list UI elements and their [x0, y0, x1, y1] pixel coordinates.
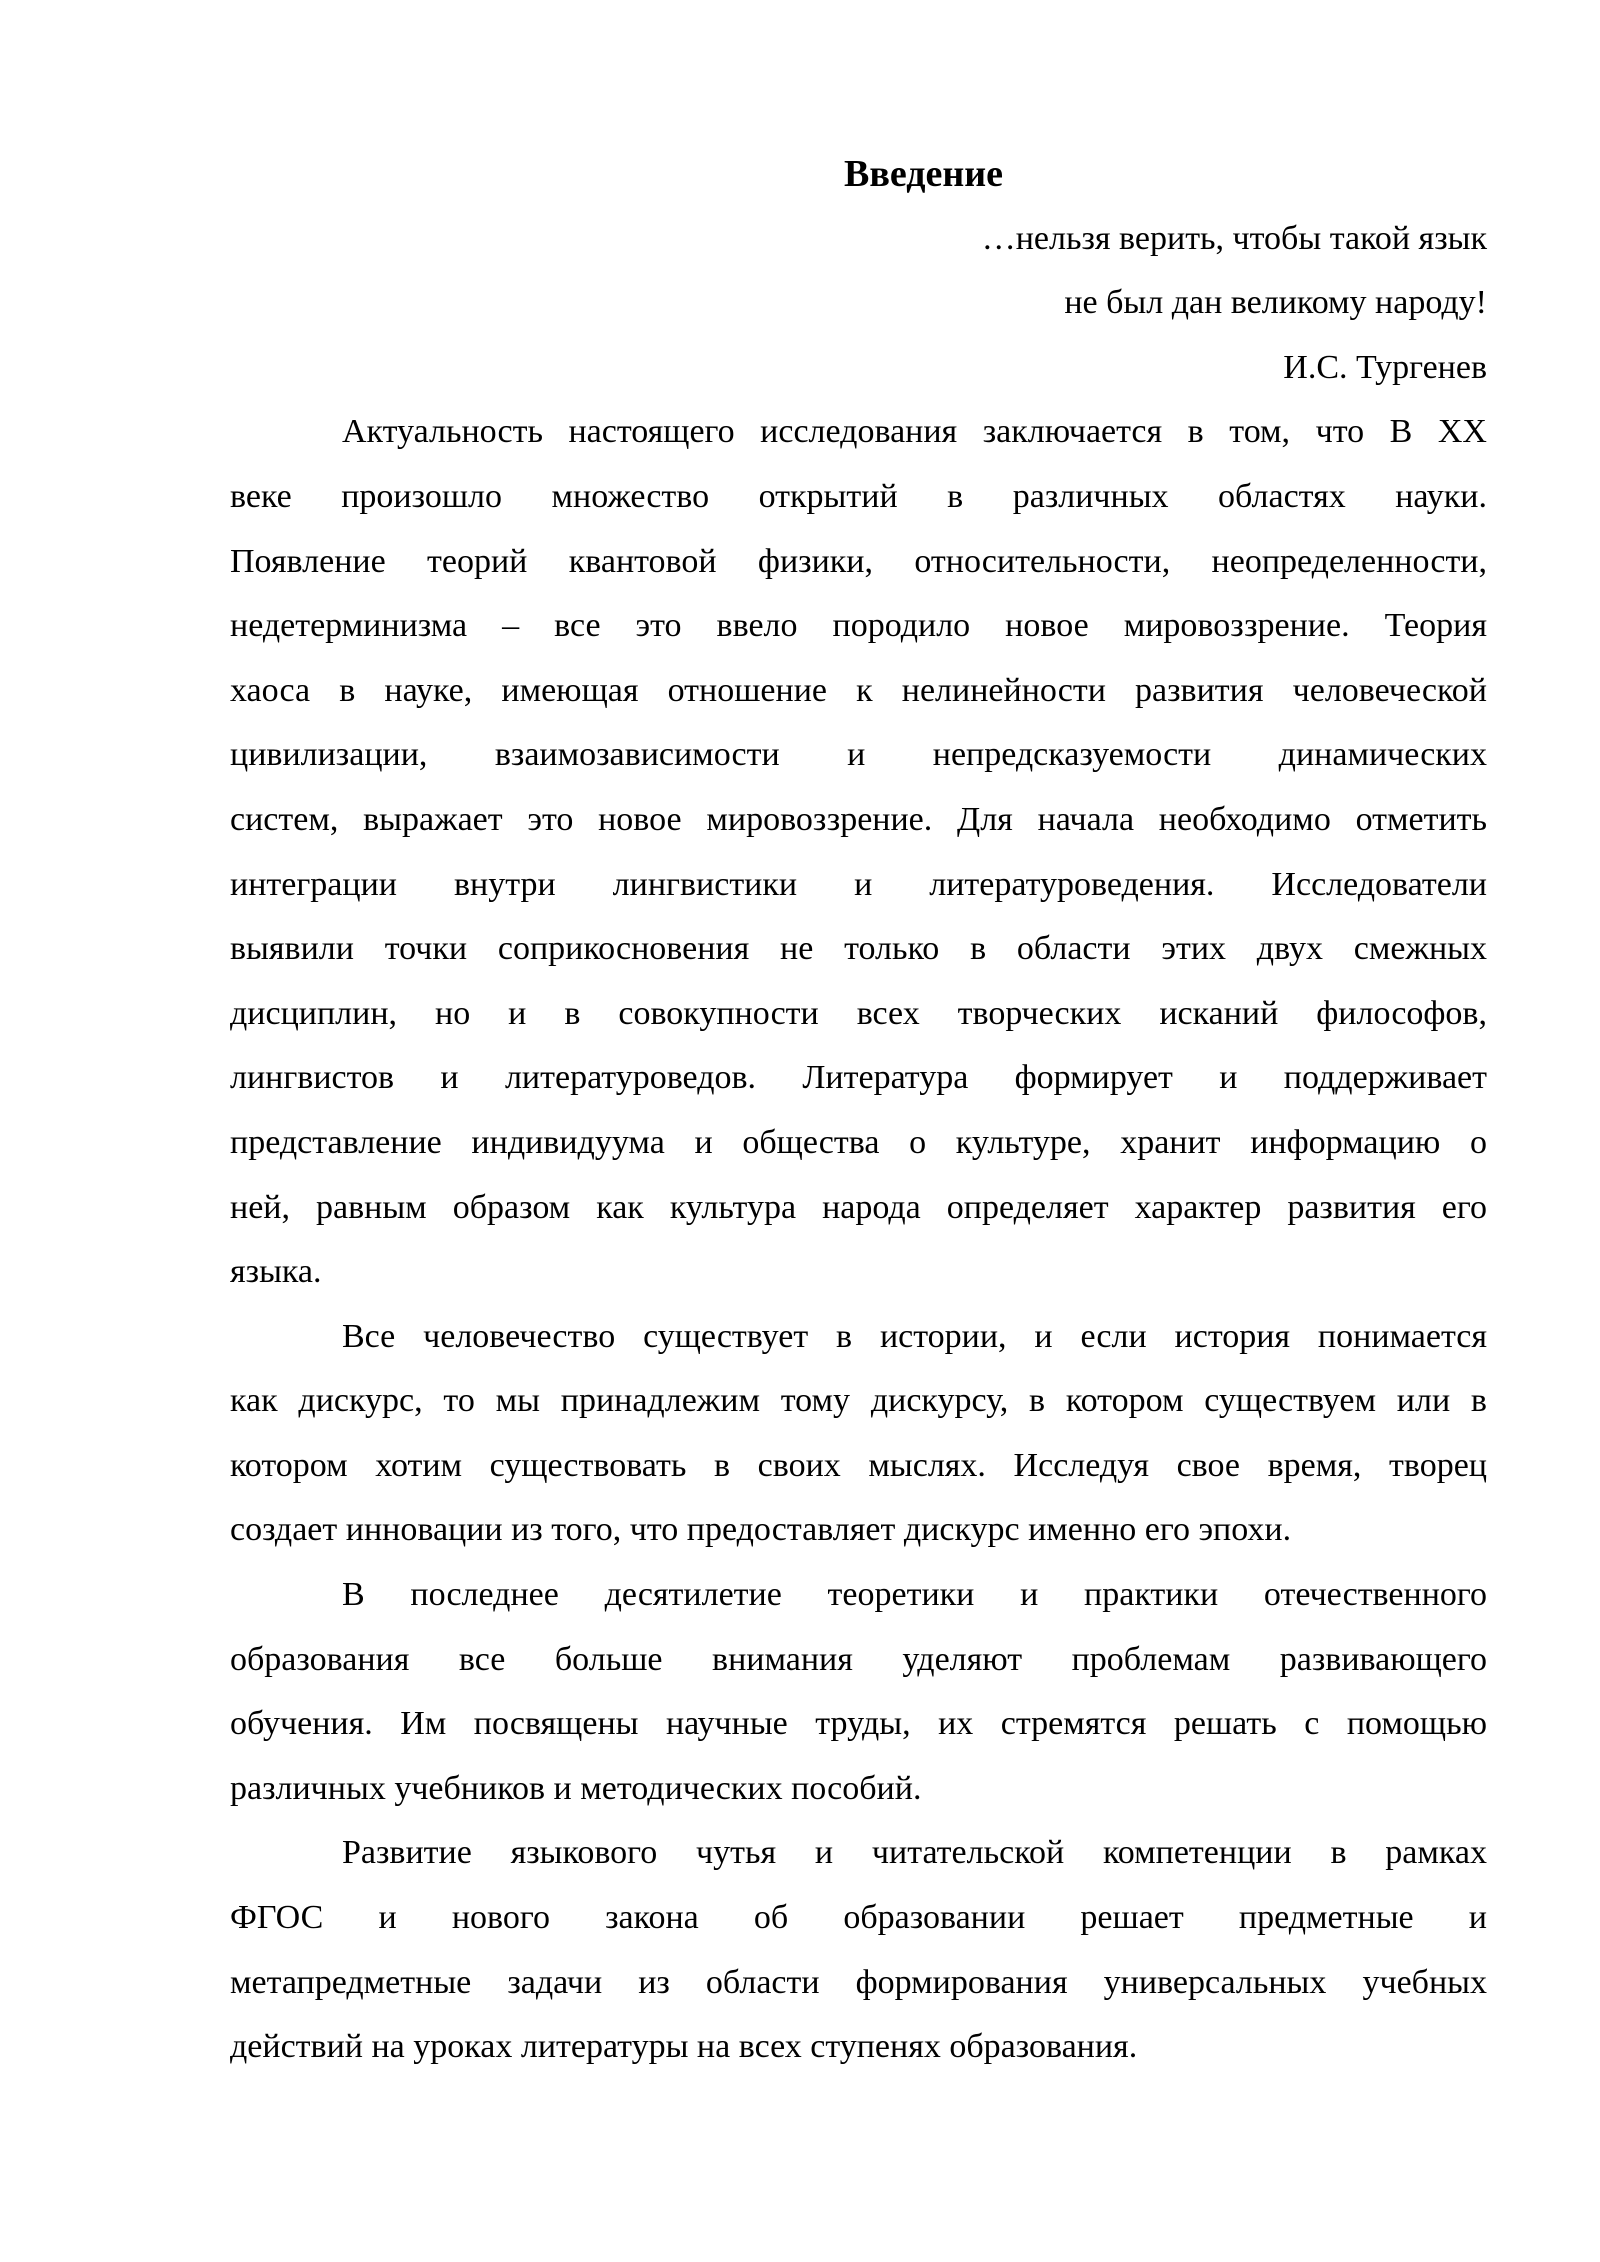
text-line: создает инновации из того, что предоставляет дискурс именно его эпохи.: [230, 1511, 1292, 1549]
text-line: образования все больше внимания уделяют проблемам развивающего: [230, 1640, 1487, 1678]
paragraph: [230, 1821, 1487, 2079]
epigraph-line: не был дан великому народу!: [1064, 284, 1487, 322]
text-line: дисциплин, но и в совокупности всех творческих исканий философов,: [230, 994, 1487, 1032]
paragraph: [230, 1563, 1487, 1821]
text-line: действий на уроках литературы на всех ступенях образования.: [230, 2028, 1138, 2066]
text-line: веке произошло множество открытий в различных областях науки.: [230, 477, 1487, 515]
text-line: недетерминизма – все это ввело породило новое мировоззрение. Теория: [230, 607, 1487, 645]
epigraph: [230, 207, 1487, 401]
paragraph: [230, 400, 1487, 1304]
text-line: Развитие языкового чутья и читательской компетенции в рамках: [342, 1834, 1487, 1872]
text-block: [230, 142, 1487, 2080]
text-line: В последнее десятилетие теоретики и практики отечественного: [342, 1576, 1487, 1614]
body-paragraphs: [230, 400, 1487, 2079]
text-line: систем, выражает это новое мировоззрение. Для начала необходимо отметить: [230, 800, 1487, 838]
text-line: ФГОС и нового закона об образовании решает предметные и: [230, 1899, 1487, 1937]
text-line: как дискурс, то мы принадлежим тому дискурсу, в котором существуем или в: [230, 1382, 1487, 1420]
text-line: Актуальность настоящего исследования заключается в том, что В ХХ: [342, 413, 1487, 451]
text-line: метапредметные задачи из области формирования универсальных учебных: [230, 1963, 1487, 2001]
text-line: выявили точки соприкосновения не только в области этих двух смежных: [230, 930, 1487, 968]
text-line: представление индивидуума и общества о культуре, хранит информацию о: [230, 1123, 1487, 1161]
text-line: Все человечество существует в истории, и если история понимается: [342, 1317, 1487, 1355]
text-line: котором хотим существовать в своих мыслях. Исследуя свое время, творец: [230, 1446, 1487, 1484]
text-line: хаоса в науке, имеющая отношение к нелинейности развития человеческой: [230, 671, 1487, 709]
text-line: ней, равным образом как культура народа определяет характер развития его: [230, 1188, 1487, 1226]
text-line: интеграции внутри лингвистики и литературоведения. Исследователи: [230, 865, 1487, 903]
epigraph-attribution: И.С. Тургенев: [1283, 348, 1487, 386]
text-line: обучения. Им посвящены научные труды, их стремятся решать с помощью: [230, 1705, 1487, 1743]
text-line: лингвистов и литературоведов. Литература формирует и поддерживает: [230, 1059, 1487, 1097]
paragraph: [230, 1305, 1487, 1563]
text-line: цивилизации, взаимозависимости и непредсказуемости динамических: [230, 736, 1487, 774]
text-line: различных учебников и методических пособий.: [230, 1769, 922, 1807]
text-line: Появление теорий квантовой физики, относительности, неопределенности,: [230, 542, 1487, 580]
page-title: Введение: [844, 153, 1003, 195]
text-line: языка.: [230, 1253, 322, 1291]
epigraph-line: …нельзя верить, чтобы такой язык: [981, 219, 1487, 257]
